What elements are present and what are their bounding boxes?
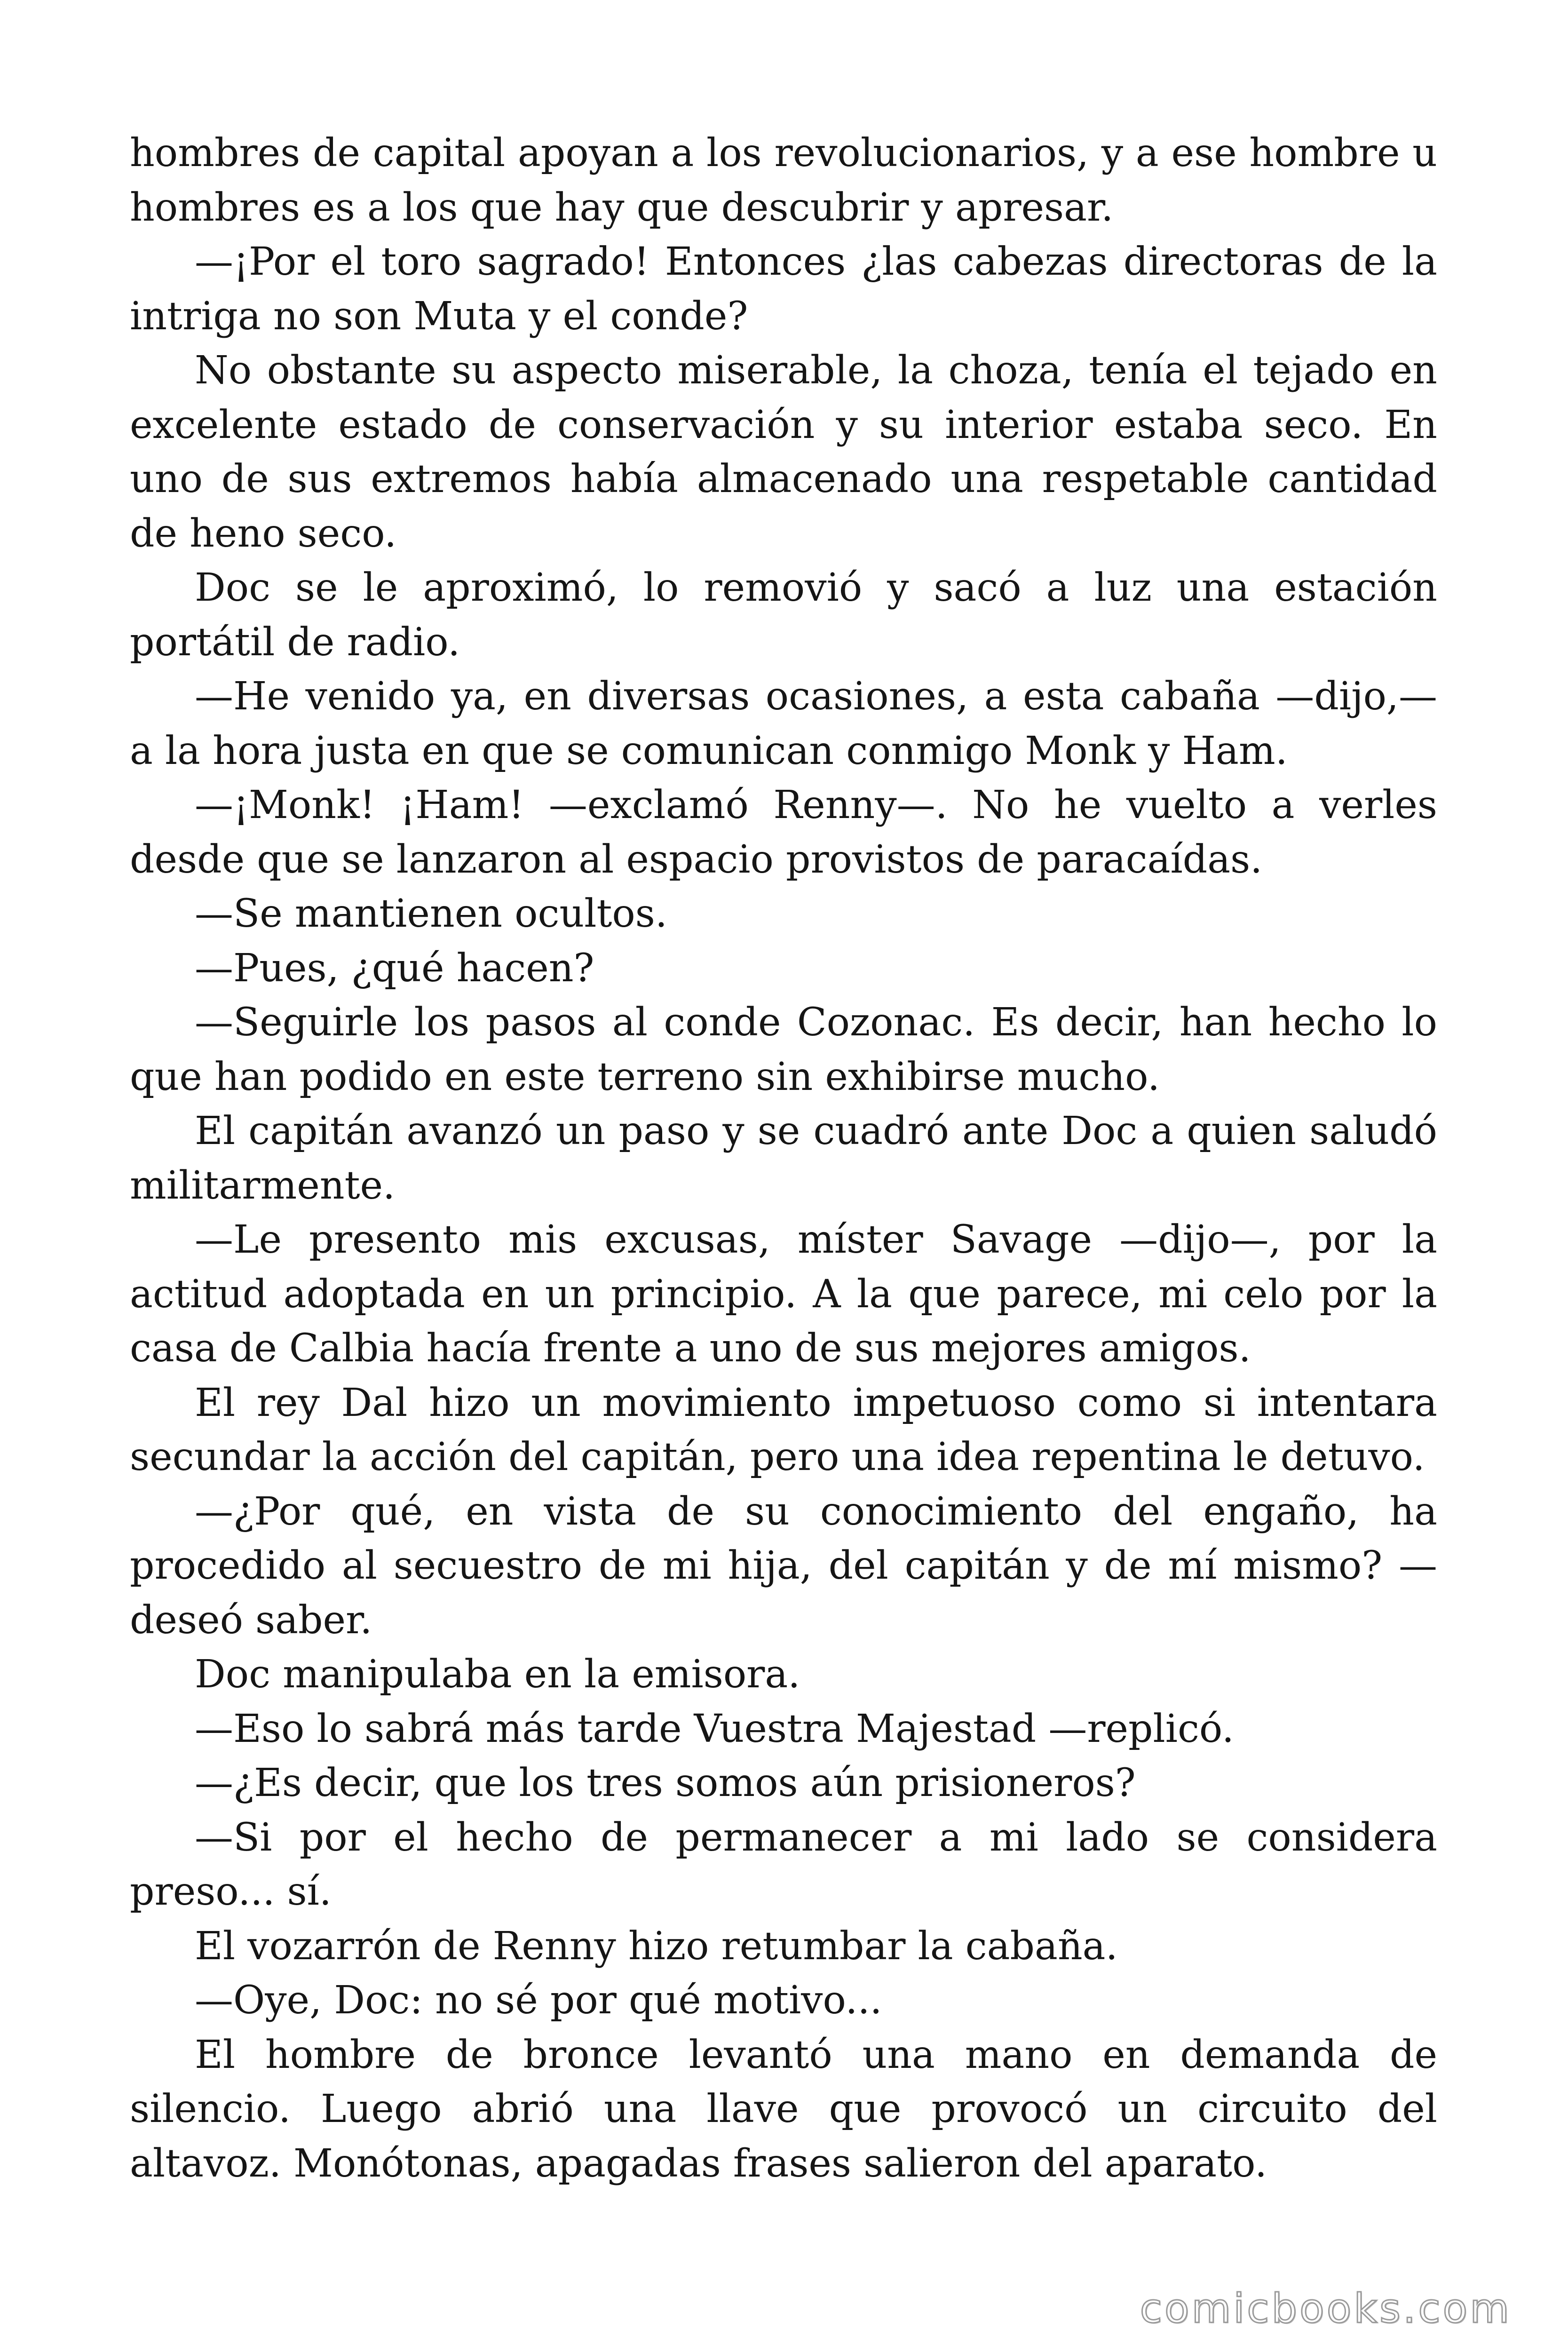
paragraph: hombres de capital apoyan a los revolucionarios, y a ese hombre u hombres es a los que hay que descubrir y apresar. [130, 131, 1437, 230]
paragraph: —¡Monk! ¡Ham! —exclamó Renny—. No he vuelto a verles desde que se lanzaron al espacio provistos de paracaídas. [130, 783, 1437, 882]
watermark-logo: comicbooks.com [1140, 2285, 1512, 2332]
paragraph: —¡Por el toro sagrado! Entonces ¿las cabezas directoras de la intriga no son Muta y el conde? [130, 239, 1437, 339]
paragraph: El vozarrón de Renny hizo retumbar la cabaña. [195, 1923, 1118, 1969]
paragraph: —Se mantienen ocultos. [195, 891, 667, 936]
paragraph: —Le presento mis excusas, míster Savage —dijo—, por la actitud adoptada en un principio. A la que parece, mi celo por la casa de Calbia hacía frente a uno de sus mejores amigos. [130, 1217, 1437, 1371]
paragraph: —He venido ya, en diversas ocasiones, a esta cabaña —dijo,— a la hora justa en que se comunican conmigo Monk y Ham. [130, 674, 1437, 773]
paragraph: —Eso lo sabrá más tarde Vuestra Majestad —replicó. [195, 1706, 1234, 1751]
paragraph: —Pues, ¿qué hacen? [195, 946, 594, 991]
paragraph: Doc manipulaba en la emisora. [195, 1652, 800, 1697]
paragraph: El hombre de bronce levantó una mano en demanda de silencio. Luego abrió una llave que provocó un circuito del altavoz. Monótonas, apagadas frases salieron del aparato. [130, 2032, 1437, 2186]
paragraph: —Oye, Doc: no sé por qué motivo... [195, 1978, 882, 2023]
paragraph: —¿Por qué, en vista de su conocimiento del engaño, ha procedido al secuestro de mi hija, del capitán y de mí mismo? —deseó saber. [130, 1489, 1437, 1643]
paragraph: Doc se le aproximó, lo removió y sacó a luz una estación portátil de radio. [130, 565, 1437, 665]
paragraph: No obstante su aspecto miserable, la choza, tenía el tejado en excelente estado de conservación y su interior estaba seco. En uno de sus extremos había almacenado una respetable cantidad de heno seco. [130, 348, 1437, 556]
paragraph: —Seguirle los pasos al conde Cozonac. Es decir, han hecho lo que han podido en este terreno sin exhibirse mucho. [130, 1000, 1437, 1099]
paragraph: El capitán avanzó un paso y se cuadró ante Doc a quien saludó militarmente. [130, 1109, 1437, 1208]
paragraph: El rey Dal hizo un movimiento impetuoso como si intentara secundar la acción del capitán, pero una idea repentina le detuvo. [130, 1380, 1437, 1479]
paragraph: —Si por el hecho de permanecer a mi lado se considera preso... sí. [130, 1815, 1437, 1914]
paragraph: —¿Es decir, que los tres somos aún prisioneros? [195, 1761, 1136, 1805]
page-body-text [130, 126, 1437, 2191]
